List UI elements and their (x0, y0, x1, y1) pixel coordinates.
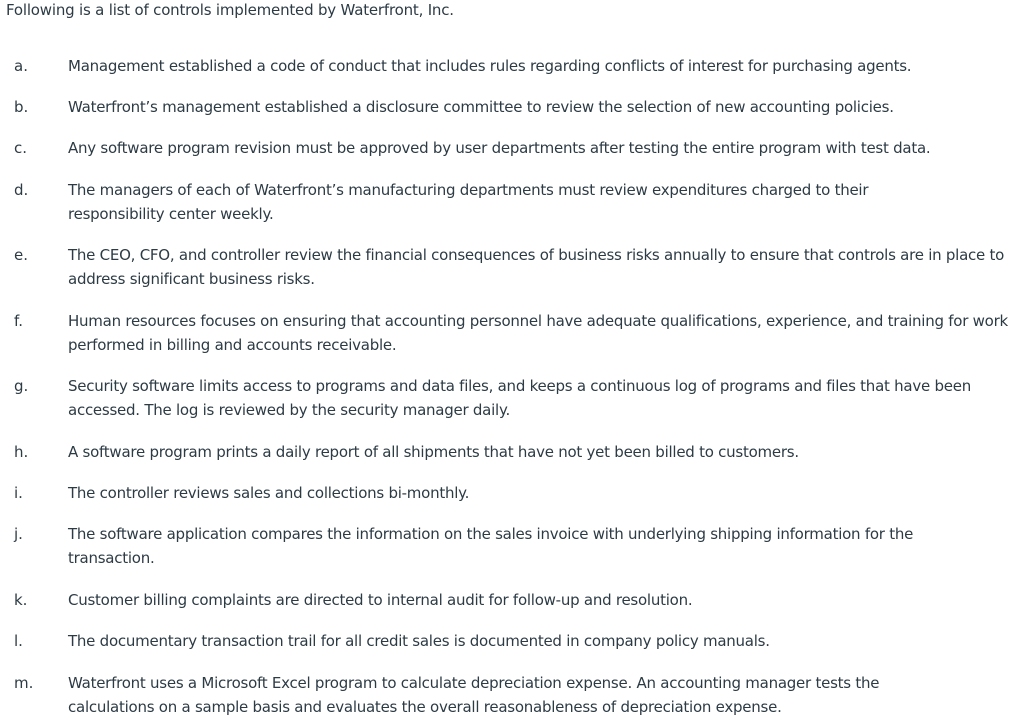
intro-text: Following is a list of controls implemented by Waterfront, Inc. (6, 1, 454, 19)
item-letter: c. (14, 139, 28, 157)
item-text: A software program prints a daily report of all shipments that have not yet been billed to customers. (68, 443, 799, 461)
item-letter: a. (14, 57, 28, 75)
item-text: Any software program revision must be approved by user departments after testing the entire program with test data. (68, 139, 931, 157)
item-text: The documentary transaction trail for all credit sales is documented in company policy manuals. (68, 632, 770, 650)
item-text: Waterfront’s management established a disclosure committee to review the selection of new accounting policies. (68, 98, 894, 116)
item-text: The managers of each of Waterfront’s manufacturing departments must review expenditures charged to their responsibility center weekly. (68, 181, 869, 223)
item-text: Management established a code of conduct that includes rules regarding conflicts of interest for purchasing agents. (68, 57, 912, 75)
item-text: Security software limits access to programs and data files, and keeps a continuous log of programs and files that have been accessed. The log is reviewed by the security manager daily. (68, 377, 971, 419)
item-letter: l. (14, 632, 23, 650)
item-letter: k. (14, 591, 28, 609)
item-letter: d. (14, 181, 29, 199)
item-text: Human resources focuses on ensuring that accounting personnel have adequate qualifications, experience, and training for work performed in billing and accounts receivable. (68, 312, 1008, 354)
item-text: The software application compares the information on the sales invoice with underlying shipping information for the transaction. (68, 525, 914, 567)
item-letter: j. (14, 525, 23, 543)
item-text: The controller reviews sales and collections bi-monthly. (68, 484, 470, 502)
item-letter: i. (14, 484, 23, 502)
item-letter: h. (14, 443, 29, 461)
item-letter: b. (14, 98, 29, 116)
item-text: The CEO, CFO, and controller review the financial consequences of business risks annually to ensure that controls are in place to address significant business risks. (68, 246, 1005, 288)
item-text: Waterfront uses a Microsoft Excel program to calculate depreciation expense. An accounting manager tests the calculations on a sample basis and evaluates the overall reasonableness of depreciation expense. (68, 674, 880, 716)
item-letter: g. (14, 377, 29, 395)
item-letter: e. (14, 246, 28, 264)
item-text: Customer billing complaints are directed to internal audit for follow-up and resolution. (68, 591, 693, 609)
item-letter: f. (14, 312, 23, 330)
item-letter: m. (14, 674, 34, 692)
